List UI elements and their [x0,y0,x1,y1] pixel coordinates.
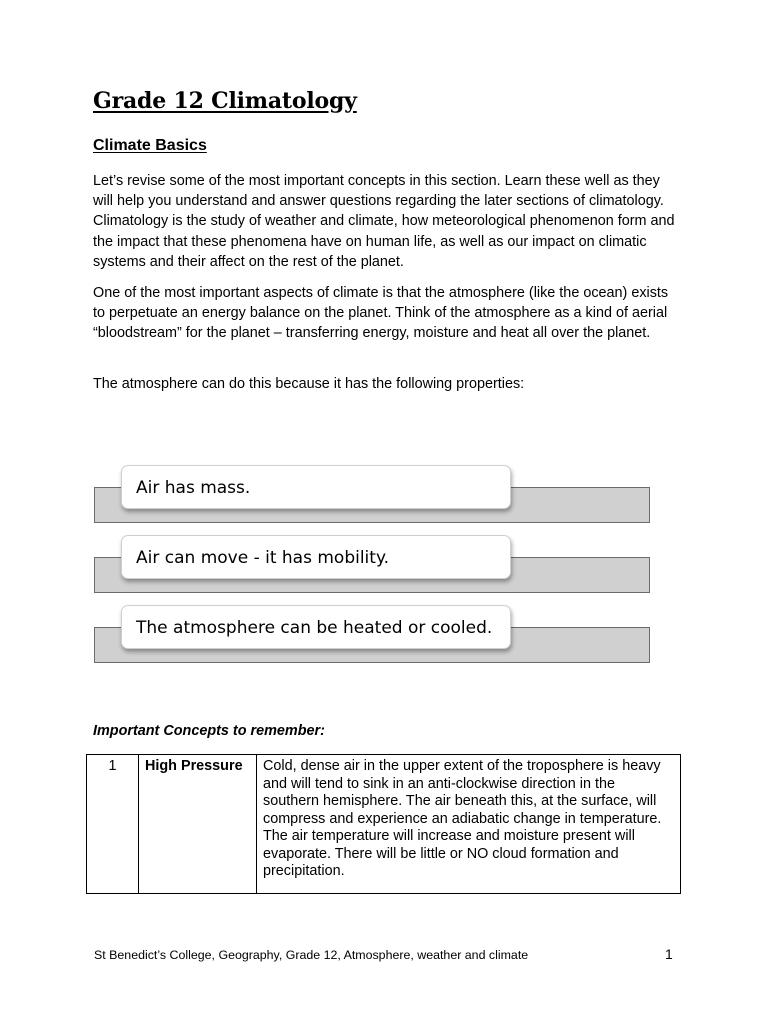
property-box: Air has mass. [121,465,511,509]
intro-paragraph: Let’s revise some of the most important concepts in this section. Learn these well as they will help you understand and answer questions regarding the later sections of climatology. Climatology is the study of weather and climate, how meteorological phenomenon form and the impact that these phenomena have on human life, as well as our impact on climatic systems and their affect on the rest of the planet. [93,173,675,270]
document-title: Grade 12 Climatology [93,88,357,114]
concept-description-cell: Cold, dense air in the upper extent of the troposphere is heavy and will tend to sink in an anti-clockwise direction in the southern hemisphere. The air beneath this, at the surface, will compress and experience an adiabatic change in temperature. The air temperature will increase and moisture present will evaporate. There will be little or NO cloud formation and precipitation. [257,755,681,894]
property-row [94,605,650,663]
property-row [94,535,650,593]
property-connector-right [510,487,650,488]
properties-intro-paragraph: The atmosphere can do this because it has the following properties: [93,376,525,392]
footer-text: St Benedict’s College, Geography, Grade 12, Atmosphere, weather and climate [94,948,529,962]
concept-term-cell: High Pressure [139,755,257,894]
page-number: 1 [665,946,673,962]
concept-number-cell: 1 [87,755,139,894]
table-row [87,755,681,894]
property-row [94,465,650,523]
atmosphere-paragraph: One of the most important aspects of climate is that the atmosphere (like the ocean) exists to perpetuate an energy balance on the planet. Think of the atmosphere as a kind of aerial “bloodstream” for the planet – transferring energy, moisture and heat all over the planet. [93,285,669,342]
section-heading: Climate Basics [93,137,207,154]
property-connector-left [94,487,122,488]
property-connector-left [94,557,122,558]
property-box: The atmosphere can be heated or cooled. [121,605,511,649]
property-connector-right [510,557,650,558]
property-connector-right [510,627,650,628]
property-box: Air can move - it has mobility. [121,535,511,579]
concepts-table [86,754,681,894]
property-connector-left [94,627,122,628]
concepts-heading: Important Concepts to remember: [93,723,325,739]
